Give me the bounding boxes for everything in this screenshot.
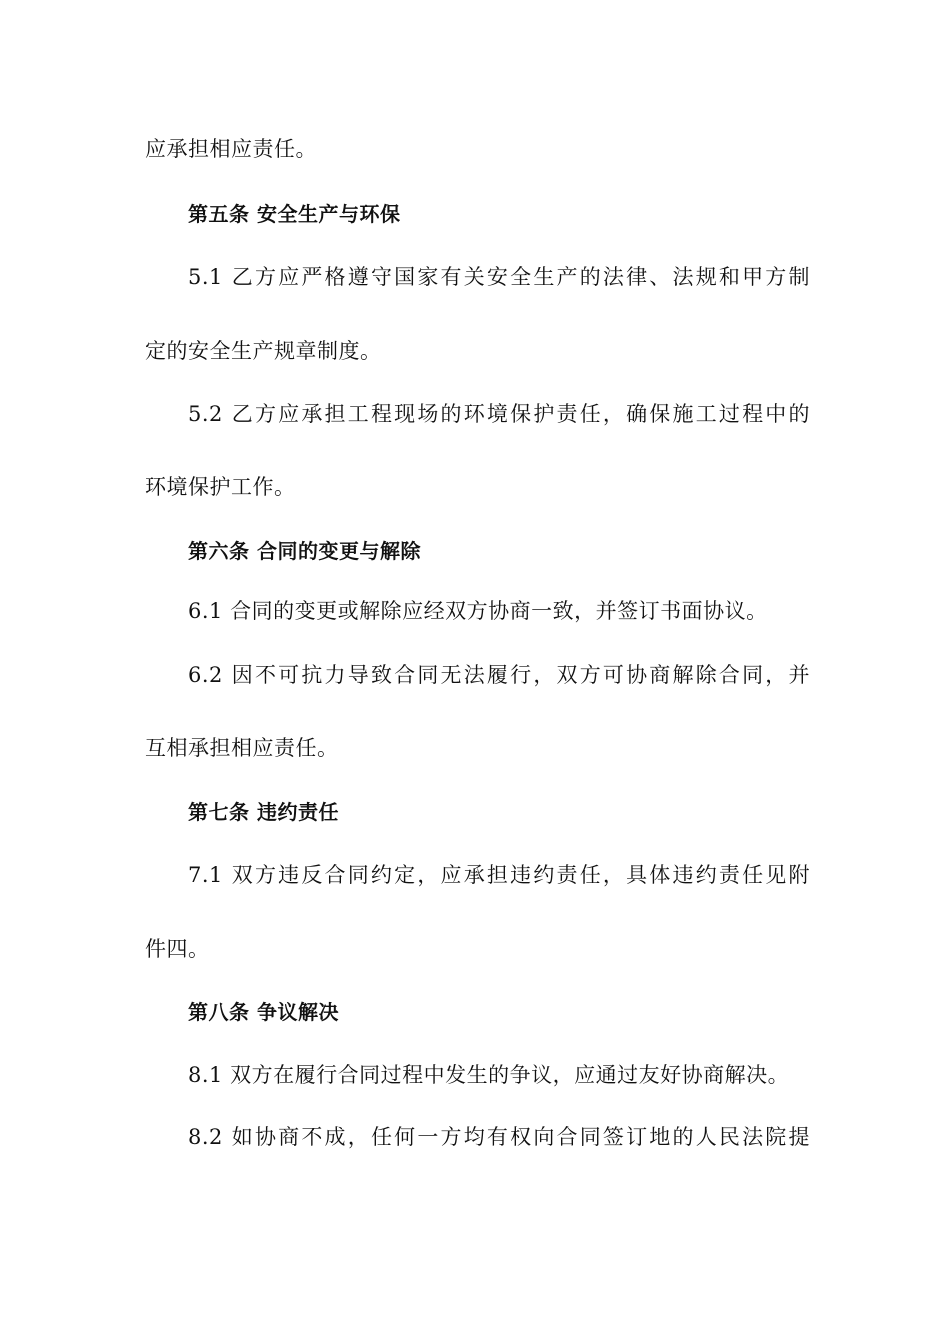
article-8-heading: 第八条 争议解决 [188, 1000, 339, 1024]
article-5-heading: 第五条 安全生产与环保 [188, 202, 401, 226]
clause-5-2-line-1: 5.2 乙方应承担工程现场的环境保护责任，确保施工过程中的 [188, 402, 810, 426]
clause-7-1-line-1: 7.1 双方违反合同约定，应承担违约责任，具体违约责任见附 [188, 863, 810, 887]
clause-8-2-line-1: 8.2 如协商不成，任何一方均有权向合同签订地的人民法院提 [188, 1125, 810, 1149]
clause-6-2-line-1: 6.2 因不可抗力导致合同无法履行，双方可协商解除合同，并 [188, 663, 810, 687]
clause-7-1-line-2: 件四。 [145, 937, 210, 961]
clause-6-2-line-2: 互相承担相应责任。 [145, 736, 339, 760]
clause-5-1-line-1: 5.1 乙方应严格遵守国家有关安全生产的法律、法规和甲方制 [188, 265, 810, 289]
article-6-heading: 第六条 合同的变更与解除 [188, 539, 421, 563]
clause-8-1: 8.1 双方在履行合同过程中发生的争议，应通过友好协商解决。 [188, 1063, 790, 1087]
clause-6-1: 6.1 合同的变更或解除应经双方协商一致，并签订书面协议。 [188, 599, 768, 623]
clause-5-1-line-2: 定的安全生产规章制度。 [145, 339, 382, 363]
paragraph-continuation: 应承担相应责任。 [145, 137, 317, 161]
article-7-heading: 第七条 违约责任 [188, 800, 339, 824]
clause-5-2-line-2: 环境保护工作。 [145, 475, 296, 499]
